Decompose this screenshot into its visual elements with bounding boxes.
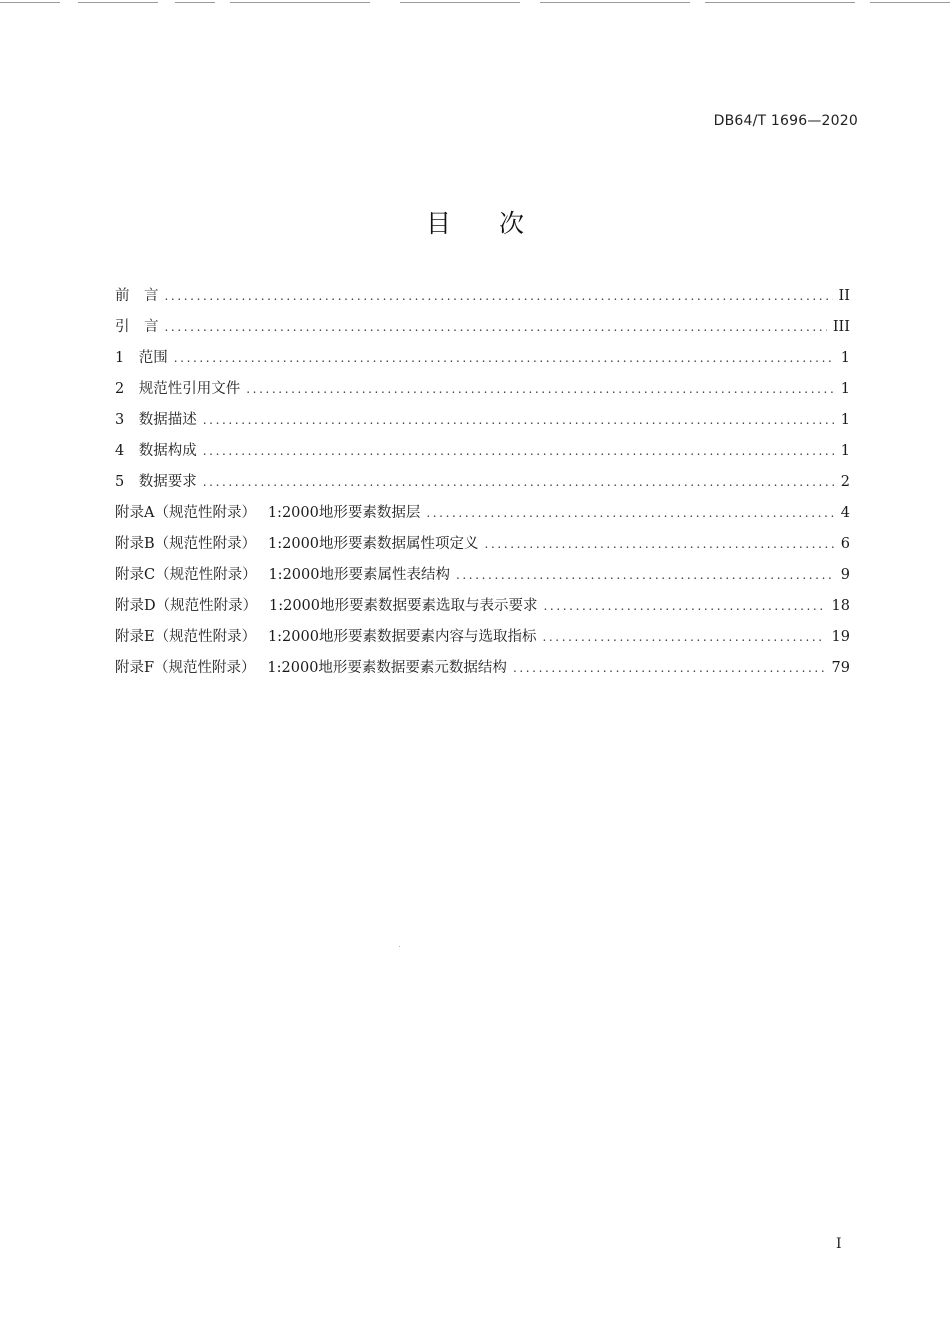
- toc-leader-dots: [165, 289, 833, 303]
- toc-entry[interactable]: [115, 532, 850, 563]
- toc-leader-dots: [485, 537, 834, 551]
- toc-entry-label: 附录F（规范性附录） 1:2000地形要素数据要素元数据结构: [115, 660, 507, 676]
- toc-entry[interactable]: [115, 377, 850, 408]
- toc-entry[interactable]: [115, 656, 850, 687]
- toc-leader-dots: [513, 661, 826, 675]
- scan-edge: [0, 0, 950, 6]
- toc-entry-label: 2 规范性引用文件: [115, 381, 241, 397]
- toc-entry[interactable]: [115, 625, 850, 656]
- toc-entry[interactable]: [115, 315, 850, 346]
- toc-leader-dots: [542, 630, 825, 644]
- toc-leader-dots: [246, 382, 834, 396]
- page-number: I: [836, 1236, 842, 1252]
- scan-speck: [399, 946, 400, 947]
- toc-entry-label: 附录E（规范性附录） 1:2000地形要素数据要素内容与选取指标: [115, 629, 537, 645]
- toc-entry-page: 6: [840, 536, 850, 552]
- toc-title: 目次: [425, 209, 572, 238]
- toc-entry[interactable]: [115, 470, 850, 501]
- toc-leader-dots: [544, 599, 826, 613]
- toc-entry[interactable]: [115, 284, 850, 315]
- toc-leader-dots: [426, 506, 834, 520]
- toc-entry-label: 附录B（规范性附录） 1:2000地形要素数据属性项定义: [115, 536, 479, 552]
- toc-entry[interactable]: [115, 439, 850, 470]
- toc-entry-page: 19: [831, 629, 850, 645]
- toc-entry-page: 1: [840, 350, 850, 366]
- toc-entry-label: 4 数据构成: [115, 443, 197, 459]
- document-code: DB64/T 1696—2020: [713, 113, 858, 129]
- toc-leader-dots: [203, 475, 834, 489]
- toc-entry[interactable]: [115, 408, 850, 439]
- toc-entry-page: II: [838, 288, 850, 304]
- toc-leader-dots: [203, 413, 834, 427]
- toc-entry-page: 9: [840, 567, 850, 583]
- toc-entry-label: 1 范围: [115, 350, 168, 366]
- toc-entry[interactable]: [115, 501, 850, 532]
- toc-entry-page: 79: [831, 660, 850, 676]
- toc-entry-page: 2: [840, 474, 850, 490]
- toc-entry[interactable]: [115, 594, 850, 625]
- toc-entry[interactable]: [115, 563, 850, 594]
- toc-entry-page: 1: [840, 412, 850, 428]
- toc-leader-dots: [165, 320, 827, 334]
- toc-entry-label: 5 数据要求: [115, 474, 197, 490]
- toc-entry-label: 附录C（规范性附录） 1:2000地形要素属性表结构: [115, 567, 450, 583]
- toc-leader-dots: [456, 568, 834, 582]
- toc-entry-page: 1: [840, 443, 850, 459]
- toc-entry-label: 引 言: [115, 319, 159, 335]
- toc-entry-page: 1: [840, 381, 850, 397]
- table-of-contents: [115, 284, 850, 687]
- toc-entry-label: 前 言: [115, 288, 159, 304]
- toc-entry-page: 18: [831, 598, 850, 614]
- toc-entry-label: 附录A（规范性附录） 1:2000地形要素数据层: [115, 505, 421, 521]
- toc-entry-page: 4: [840, 505, 850, 521]
- toc-entry-label: 附录D（规范性附录） 1:2000地形要素数据要素选取与表示要求: [115, 598, 538, 614]
- toc-entry[interactable]: [115, 346, 850, 377]
- toc-leader-dots: [203, 444, 834, 458]
- toc-leader-dots: [174, 351, 834, 365]
- toc-entry-page: III: [832, 319, 850, 335]
- toc-entry-label: 3 数据描述: [115, 412, 197, 428]
